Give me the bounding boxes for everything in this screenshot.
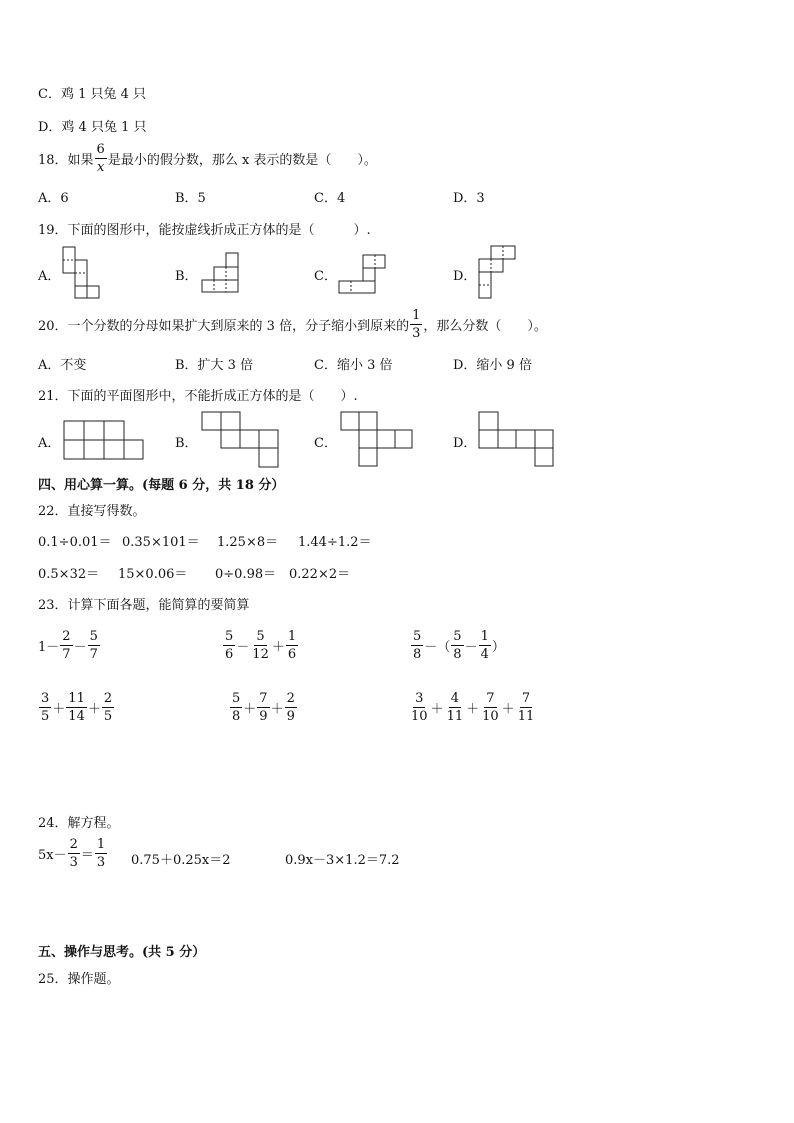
q19-net-d (478, 245, 518, 300)
q19-net-c (338, 254, 388, 294)
q18-option-a: A．6 (38, 191, 69, 206)
q22-r1c1: 0.1÷0.01＝ (38, 535, 112, 550)
denominator: 6 (287, 647, 297, 662)
numerator: 11 (68, 691, 85, 706)
q23-e5-op2: ＋ (270, 702, 284, 717)
q20-suffix: ，那么分数（ ）。 (423, 319, 547, 334)
q19-label-c: C． (314, 269, 337, 284)
q22-r1c2: 0.35×101＝ (122, 535, 200, 550)
q21-net-a (63, 420, 145, 462)
q23-e2-op2: ＋ (271, 640, 285, 655)
q23-e5-frac2 (257, 692, 269, 723)
denominator: 8 (453, 647, 462, 662)
denominator: 11 (446, 709, 464, 724)
q18-fraction-numerator: 6 (96, 142, 105, 157)
q23-e4-op1: ＋ (52, 702, 66, 717)
denominator: 7 (89, 647, 98, 662)
numerator: 5 (413, 629, 422, 644)
numerator: 2 (286, 691, 295, 706)
denominator: 3 (69, 855, 78, 870)
numerator: 1 (480, 629, 489, 644)
q23-e6-frac1 (409, 692, 430, 723)
q23-e6-frac4 (516, 692, 537, 723)
q19-stem: 19．下面的图形中，能按虚线折成正方体的是（ ）. (38, 223, 371, 238)
q24-eq1-frac2 (95, 838, 107, 869)
q19-label-d: D． (453, 269, 477, 284)
q22-r2c3: 0÷0.98＝ (215, 567, 277, 582)
q18-prefix: 18．如果 (38, 153, 94, 168)
numerator: 5 (89, 629, 98, 644)
q23-expr-1 (38, 630, 101, 661)
numerator: 7 (521, 691, 531, 706)
q23-stem: 23．计算下面各题，能简算的要简算 (38, 598, 250, 613)
q18-option-c: C．4 (314, 191, 346, 206)
q23-expr-3 (410, 630, 505, 661)
denominator: 3 (96, 855, 106, 870)
q23-e3-tail: ） (491, 640, 505, 655)
numerator: 3 (41, 691, 50, 706)
q19-net-b (201, 252, 241, 294)
q22-r2c2: 15×0.06＝ (118, 567, 188, 582)
q24-eq1-op: ＝ (80, 848, 94, 863)
q17-option-d: D．鸡 4 只兔 1 只 (38, 120, 147, 135)
q21-label-d: D． (453, 436, 477, 451)
q22-stem: 22．直接写得数。 (38, 504, 146, 519)
numerator: 5 (453, 629, 462, 644)
denominator: 6 (225, 647, 234, 662)
q23-e4-frac1 (39, 692, 51, 723)
section5-title: 五、操作与思考。(共 5 分） (38, 945, 206, 960)
q24-eq1-frac1 (68, 838, 80, 869)
q24-eq2: 0.75＋0.25x＝2 (131, 853, 231, 868)
q18-suffix: 是最小的假分数，那么 x 表示的数是（ ）。 (107, 153, 377, 168)
q23-e6-frac2 (445, 692, 466, 723)
q21-stem: 21．下面的平面图形中，不能折成正方体的是（ ）. (38, 389, 358, 404)
q20-option-c: C．缩小 3 倍 (314, 358, 393, 373)
denominator: 12 (252, 647, 269, 662)
q23-expr-4 (38, 692, 115, 723)
denominator: 7 (62, 647, 71, 662)
q23-e3-frac1 (411, 630, 423, 661)
numerator: 1 (287, 629, 297, 644)
q23-e2-frac3 (286, 630, 298, 661)
q23-e1-frac1 (60, 630, 72, 661)
q21-net-c (340, 411, 416, 471)
q24-eq3: 0.9x－3×1.2＝7.2 (285, 853, 400, 868)
q22-r2c4: 0.22×2＝ (289, 567, 351, 582)
q23-e5-op1: ＋ (243, 702, 257, 717)
q23-e2-op1: － (236, 640, 250, 655)
numerator: 2 (62, 629, 71, 644)
denominator: 4 (480, 647, 489, 662)
numerator: 4 (450, 691, 459, 706)
q21-net-b (201, 411, 281, 471)
q23-e1-frac2 (88, 630, 100, 661)
q20-prefix: 20．一个分数的分母如果扩大到原来的 3 倍，分子缩小到原来的 (38, 319, 410, 334)
q23-e3-op2: － (464, 640, 478, 655)
q19-label-b: B． (175, 269, 198, 284)
q23-e2-frac1 (223, 630, 235, 661)
q20-option-b: B．扩大 3 倍 (175, 358, 254, 373)
denominator: 10 (411, 709, 428, 724)
numerator: 5 (232, 691, 241, 706)
q23-e6-op1: ＋ (430, 702, 444, 717)
numerator: 5 (225, 629, 234, 644)
q22-r1c4: 1.44÷1.2＝ (298, 535, 372, 550)
q23-e5-frac3 (285, 692, 297, 723)
q20-option-a: A．不变 (38, 358, 87, 373)
q21-label-a: A． (38, 436, 61, 451)
q17-option-c: C．鸡 1 只兔 4 只 (38, 87, 147, 102)
q18-option-b: B．5 (175, 191, 206, 206)
numerator: 3 (415, 691, 424, 706)
q24-eq1 (38, 838, 108, 869)
q23-e6-frac3 (480, 692, 501, 723)
numerator: 5 (256, 629, 265, 644)
q24-stem: 24．解方程。 (38, 816, 120, 831)
q23-e3-frac3 (479, 630, 491, 661)
q23-expr-6 (408, 692, 537, 723)
q22-r2c1: 0.5×32＝ (38, 567, 100, 582)
denominator: 5 (41, 709, 50, 724)
q20-fraction-numerator: 1 (412, 308, 421, 323)
denominator: 5 (103, 709, 113, 724)
q21-label-b: B． (175, 436, 198, 451)
q23-e3-frac2 (451, 630, 463, 661)
q21-label-c: C． (314, 436, 337, 451)
q23-expr-2 (222, 630, 299, 661)
q22-r1c3: 1.25×8＝ (217, 535, 279, 550)
q23-e2-frac2 (250, 630, 271, 661)
q25-stem: 25．操作题。 (38, 972, 120, 987)
q20-fraction (410, 309, 422, 340)
q20-option-d: D．缩小 9 倍 (453, 358, 532, 373)
q19-label-a: A． (38, 269, 61, 284)
q23-e6-op3: ＋ (501, 702, 515, 717)
numerator: 7 (486, 691, 495, 706)
section4-title: 四、用心算一算。(每题 6 分，共 18 分） (38, 478, 285, 493)
q19-net-a (62, 246, 102, 300)
q21-net-d (478, 411, 558, 471)
denominator: 14 (68, 709, 85, 724)
q23-e3-op1: －（ (424, 640, 451, 655)
q23-e1-op: － (73, 640, 87, 655)
q20-fraction-denominator: 3 (412, 326, 421, 341)
q23-expr-5 (229, 692, 298, 723)
q23-e4-frac3 (102, 692, 114, 723)
q23-e4-op2: ＋ (87, 702, 101, 717)
denominator: 10 (482, 709, 499, 724)
numerator: 2 (69, 837, 78, 852)
numerator: 2 (103, 691, 113, 706)
q18-fraction-denominator: x (97, 160, 105, 175)
numerator: 1 (96, 837, 106, 852)
denominator: 8 (232, 709, 241, 724)
q23-e6-op2: ＋ (466, 702, 480, 717)
q23-e1-lead: 1－ (38, 640, 60, 655)
q18-option-d: D．3 (453, 191, 485, 206)
denominator: 9 (286, 709, 295, 724)
numerator: 7 (259, 691, 268, 706)
q23-e5-frac1 (230, 692, 242, 723)
q24-eq1-lead: 5x－ (38, 848, 67, 863)
denominator: 8 (413, 647, 422, 662)
denominator: 9 (259, 709, 268, 724)
q23-e4-frac2 (66, 692, 87, 723)
q20-stem (38, 309, 547, 340)
q18-fraction (95, 143, 107, 174)
denominator: 11 (517, 709, 535, 724)
q18-stem (38, 143, 377, 174)
